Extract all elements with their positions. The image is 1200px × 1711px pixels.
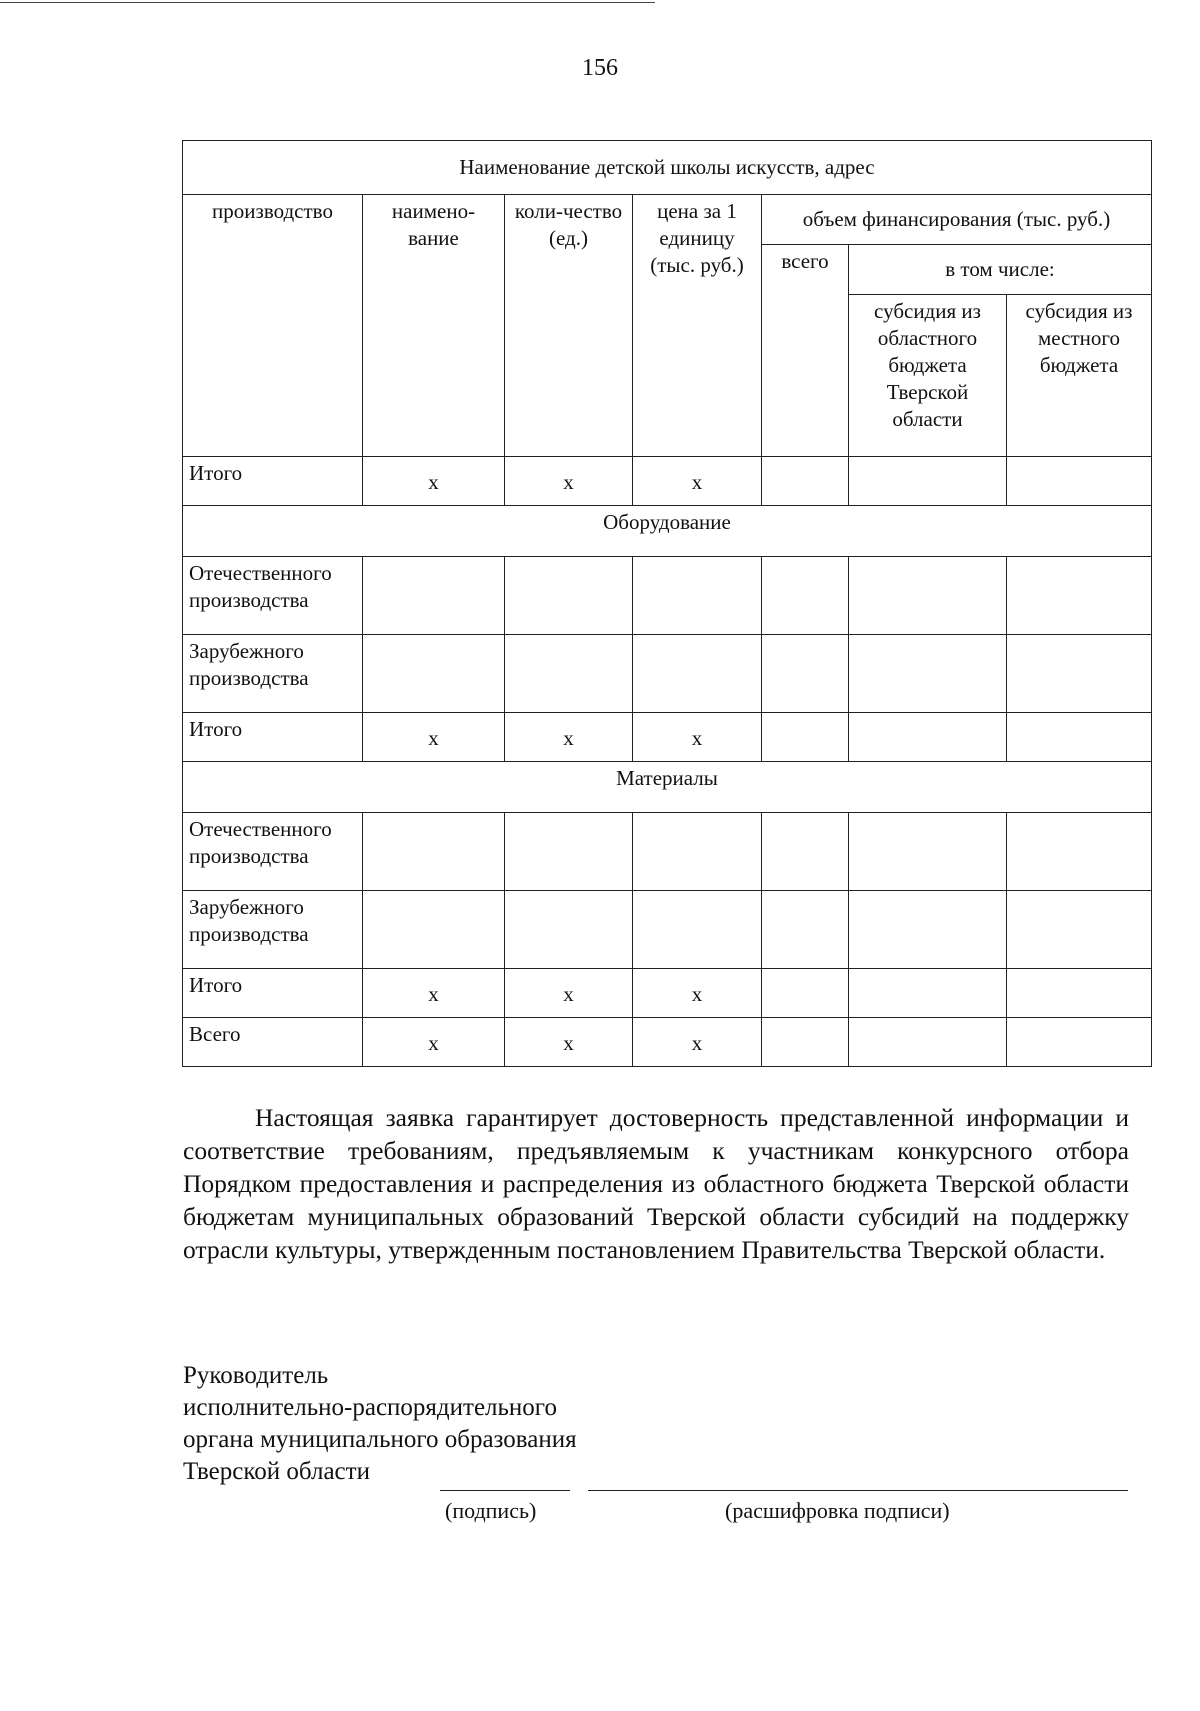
- empty-cell: [1007, 969, 1152, 1018]
- empty-cell: [1007, 457, 1152, 506]
- empty-cell: [505, 635, 633, 713]
- empty-cell: [505, 557, 633, 635]
- signature-block: [183, 1360, 577, 1488]
- x-mark: х: [505, 713, 633, 762]
- empty-cell: [762, 891, 849, 969]
- header-unit-price: цена за 1 единицу (тыс. руб.): [633, 195, 762, 457]
- x-mark: х: [363, 1018, 505, 1067]
- x-mark: х: [505, 1018, 633, 1067]
- empty-cell: [762, 813, 849, 891]
- empty-cell: [849, 1018, 1007, 1067]
- header-row-1: [183, 195, 1152, 245]
- table-row: [183, 457, 1152, 506]
- section-row: [183, 506, 1152, 557]
- row-label-foreign: Зарубежного производства: [183, 891, 363, 969]
- empty-cell: [1007, 635, 1152, 713]
- empty-cell: [505, 813, 633, 891]
- x-mark: х: [505, 969, 633, 1018]
- row-label-itogo: Итого: [183, 457, 363, 506]
- row-label-itogo: Итого: [183, 969, 363, 1018]
- header-including: в том числе:: [849, 245, 1152, 295]
- empty-cell: [633, 891, 762, 969]
- signature-title-line-4: Тверской области: [183, 1458, 370, 1485]
- empty-cell: [363, 557, 505, 635]
- signature-caption: (подпись): [445, 1498, 537, 1523]
- empty-cell: [363, 635, 505, 713]
- empty-cell: [505, 891, 633, 969]
- header-name: наимено-вание: [363, 195, 505, 457]
- empty-cell: [849, 713, 1007, 762]
- row-label-vsego: Всего: [183, 1018, 363, 1067]
- table-row: [183, 557, 1152, 635]
- empty-cell: [762, 713, 849, 762]
- empty-cell: [762, 1018, 849, 1067]
- table-row: [183, 635, 1152, 713]
- guarantee-paragraph-block: [183, 1101, 1129, 1266]
- table-title-row: [183, 141, 1152, 195]
- empty-cell: [1007, 713, 1152, 762]
- signature-title-line-2: исполнительно-распорядительного: [183, 1394, 557, 1421]
- empty-cell: [1007, 557, 1152, 635]
- row-label-foreign: Зарубежного производства: [183, 635, 363, 713]
- signature-decode-caption: (расшифровка подписи): [725, 1498, 950, 1523]
- empty-cell: [363, 891, 505, 969]
- section-equipment: Оборудование: [183, 506, 1152, 557]
- table-row: [183, 1018, 1152, 1067]
- header-total: всего: [762, 245, 849, 457]
- empty-cell: [1007, 1018, 1152, 1067]
- x-mark: х: [363, 457, 505, 506]
- x-mark: х: [633, 457, 762, 506]
- table-row: [183, 969, 1152, 1018]
- empty-cell: [633, 635, 762, 713]
- empty-cell: [1007, 813, 1152, 891]
- signature-title-line-1: Руководитель: [183, 1362, 329, 1389]
- section-materials: Материалы: [183, 762, 1152, 813]
- x-mark: х: [633, 1018, 762, 1067]
- header-subsidy-local: субсидия из местного бюджета: [1007, 295, 1152, 457]
- empty-cell: [762, 557, 849, 635]
- x-mark: х: [505, 457, 633, 506]
- header-subsidy-regional: субсидия из областного бюджета Тверской области: [849, 295, 1007, 457]
- header-production: производство: [183, 195, 363, 457]
- signature-title-line-3: органа муниципального образования: [183, 1426, 577, 1453]
- section-row: [183, 762, 1152, 813]
- empty-cell: [762, 969, 849, 1018]
- table-row: [183, 713, 1152, 762]
- signature-line: [440, 1490, 570, 1491]
- empty-cell: [363, 813, 505, 891]
- x-mark: х: [363, 713, 505, 762]
- table-row: [183, 813, 1152, 891]
- empty-cell: [1007, 891, 1152, 969]
- x-mark: х: [633, 969, 762, 1018]
- header-quantity: коли-чество (ед.): [505, 195, 633, 457]
- empty-cell: [633, 557, 762, 635]
- page-number: 156: [582, 55, 618, 81]
- empty-cell: [849, 557, 1007, 635]
- signature-decode-line: [588, 1490, 1128, 1491]
- empty-cell: [762, 457, 849, 506]
- top-rule: [0, 2, 655, 3]
- table-row: [183, 891, 1152, 969]
- empty-cell: [633, 813, 762, 891]
- row-label-domestic: Отечественного производства: [183, 557, 363, 635]
- application-table: [182, 140, 1152, 1067]
- table-title: Наименование детской школы искусств, адрес: [183, 141, 1152, 195]
- empty-cell: [849, 457, 1007, 506]
- row-label-itogo: Итого: [183, 713, 363, 762]
- x-mark: х: [363, 969, 505, 1018]
- empty-cell: [849, 635, 1007, 713]
- header-funding: объем финансирования (тыс. руб.): [762, 195, 1152, 245]
- empty-cell: [762, 635, 849, 713]
- empty-cell: [849, 813, 1007, 891]
- empty-cell: [849, 891, 1007, 969]
- guarantee-paragraph: Настоящая заявка гарантирует достоверность представленной информации и соответствие требованиям, предъявляемым к участникам конкурсного отбора Порядком предоставления и распределения из областного бюджета Тверской области бюджетам муниципальных образований Тверской области субсидий на поддержку отрасли культуры, утвержденным постановлением Правительства Тверской области.: [183, 1103, 1129, 1264]
- x-mark: х: [633, 713, 762, 762]
- empty-cell: [849, 969, 1007, 1018]
- row-label-domestic: Отечественного производства: [183, 813, 363, 891]
